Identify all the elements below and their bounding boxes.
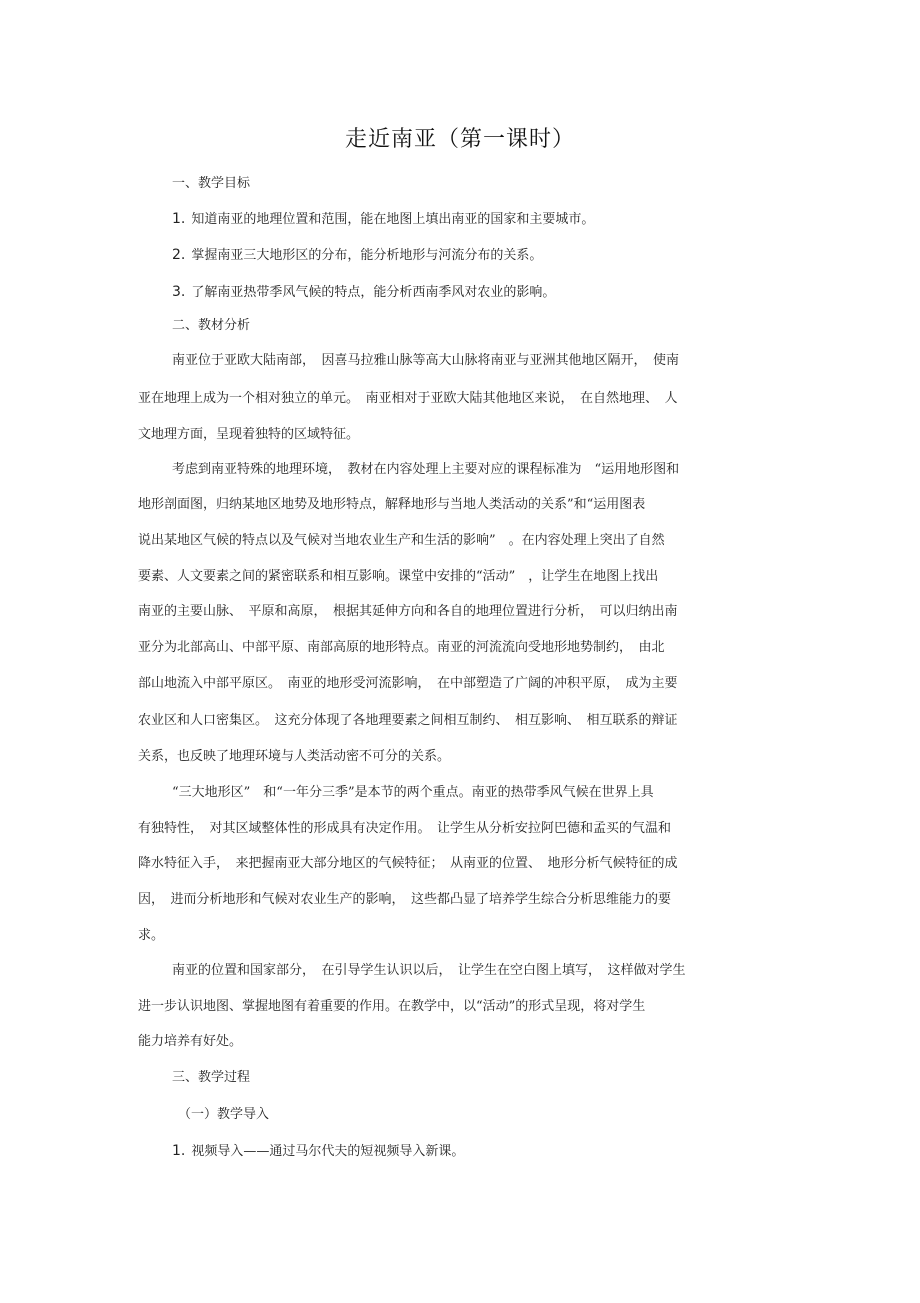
- objective-text: 掌握南亚三大地形区的分布，能分析地形与河流分布的关系。: [191, 248, 543, 263]
- section-heading-process: 三、教学过程: [172, 1070, 251, 1085]
- objective-text: 知道南亚的地理位置和范围，能在地图上填出南亚的国家和主要城市。: [191, 212, 595, 227]
- step-number: 1.: [172, 1143, 186, 1159]
- paragraph-line: 考虑到南亚特殊的地理环境， 教材在内容处理上主要对应的课程标准为 “运用地形图和: [172, 462, 680, 477]
- objective-number: 2.: [172, 247, 186, 263]
- paragraph-line: 地形剖面图，归纳某地区地势及地形特点，解释地形与当地人类活动的关系”和“运用图表: [138, 497, 646, 512]
- objective-item: [172, 247, 542, 264]
- page-title: 走近南亚（第一课时）: [344, 127, 575, 152]
- paragraph-line: 南亚位于亚欧大陆南部， 因喜马拉雅山脉等高大山脉将南亚与亚洲其他地区隔开， 使南: [172, 353, 680, 368]
- paragraph-line: 南亚的主要山脉、 平原和高原， 根据其延伸方向和各自的地理位置进行分析， 可以归纳出南: [138, 604, 678, 619]
- paragraph-line: 要素、人文要素之间的紧密联系和相互影响。课堂中安排的“活动” ，让学生在地图上找出: [138, 569, 659, 584]
- paragraph-line: 因， 进而分析地形和气候对农业生产的影响， 这些都凸显了培养学生综合分析思维能力的要: [138, 892, 672, 907]
- paragraph-line: 南亚的位置和国家部分， 在引导学生认识以后， 让学生在空白图上填写， 这样做对学生: [172, 963, 686, 978]
- paragraph-line: “三大地形区” 和“一年分三季”是本节的两个重点。南亚的热带季风气候在世界上具: [172, 785, 654, 800]
- step-item: [172, 1143, 464, 1160]
- paragraph-line: 文地理方面，呈现着独特的区域特征。: [138, 427, 360, 442]
- section-heading-analysis: 二、教材分析: [172, 318, 251, 333]
- paragraph-line: 亚在地理上成为一个相对独立的单元。 南亚相对于亚欧大陆其他地区来说， 在自然地理、 人: [138, 391, 678, 406]
- paragraph-line: 农业区和人口密集区。 这充分体现了各地理要素之间相互制约、 相互影响、 相互联系的辩证: [138, 713, 678, 728]
- objective-item: [172, 211, 594, 228]
- paragraph-line: 能力培养有好处。: [138, 1034, 243, 1049]
- paragraph-line: 说出某地区气候的特点以及气候对当地农业生产和生活的影响” 。在内容处理上突出了自然: [138, 533, 665, 548]
- paragraph-line: 部山地流入中部平原区。 南亚的地形受河流影响， 在中部塑造了广阔的冲积平原， 成为主要: [138, 676, 678, 691]
- paragraph-line: 进一步认识地图、掌握地图有着重要的作用。在教学中，以“活动”的形式呈现，将对学生: [138, 999, 646, 1014]
- paragraph-line: 有独特性， 对其区域整体性的形成具有决定作用。 让学生从分析安拉阿巴德和孟买的气温和: [138, 821, 672, 836]
- section-heading-objectives: 一、教学目标: [172, 176, 251, 191]
- subsection-heading: （一）教学导入: [178, 1107, 270, 1122]
- objective-number: 3.: [172, 284, 186, 300]
- paragraph-line: 亚分为北部高山、中部平原、南部高原的地形特点。南亚的河流流向受地形地势制约， 由北: [138, 640, 665, 655]
- step-text: 视频导入——通过马尔代夫的短视频导入新课。: [191, 1144, 465, 1159]
- paragraph-line: 求。: [138, 928, 165, 943]
- objective-number: 1.: [172, 211, 186, 227]
- objective-text: 了解南亚热带季风气候的特点，能分析西南季风对农业的影响。: [191, 285, 556, 300]
- objective-item: [172, 284, 555, 301]
- paragraph-line: 降水特征入手， 来把握南亚大部分地区的气候特征； 从南亚的位置、 地形分析气候特征的成: [138, 856, 678, 871]
- paragraph-line: 关系，也反映了地理环境与人类活动密不可分的关系。: [138, 749, 451, 764]
